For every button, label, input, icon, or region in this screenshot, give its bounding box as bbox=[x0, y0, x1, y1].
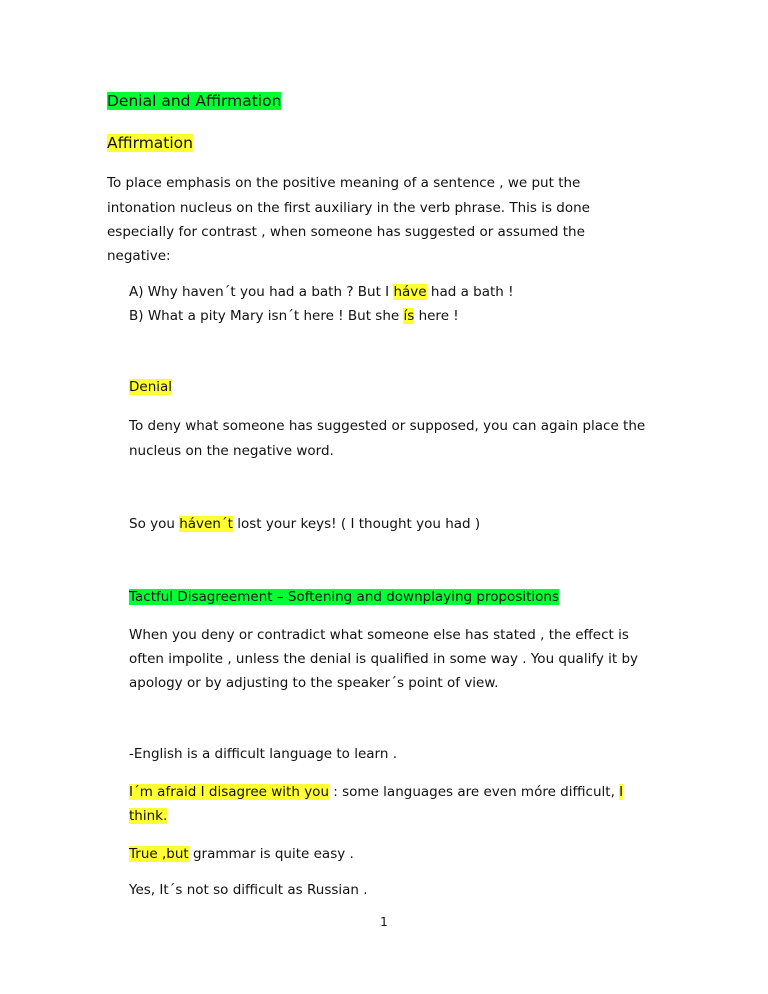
denial-heading: Denial bbox=[129, 379, 173, 395]
example-b: B) What a pity Mary isn´t here ! But she ís here ! bbox=[129, 308, 459, 324]
tactful-para-line-1: When you deny or contradict what someone else has stated , the effect is bbox=[129, 627, 629, 643]
affirmation-para-line-3: especially for contrast , when someone has suggested or assumed the bbox=[107, 224, 585, 240]
dialogue-reply-3: Yes, It´s not so difficult as Russian . bbox=[129, 882, 368, 898]
emphasis-havent: háven´t bbox=[179, 516, 233, 532]
page-number: 1 bbox=[380, 915, 388, 929]
affirmation-heading: Affirmation bbox=[107, 134, 193, 152]
denial-para-line-1: To deny what someone has suggested or supposed, you can again place the bbox=[129, 418, 646, 434]
dialogue-reply-1: I´m afraid I disagree with you : some languages are even móre difficult, I bbox=[129, 784, 624, 800]
affirmation-para-line-4: negative: bbox=[107, 248, 171, 264]
tactful-para-line-3: apology or by adjusting to the speaker´s point of view. bbox=[129, 675, 499, 691]
dialogue-statement: -English is a difficult language to learn . bbox=[129, 746, 398, 762]
tactful-heading: Tactful Disagreement – Softening and downplaying propositions bbox=[129, 589, 559, 605]
emphasis-have: háve bbox=[393, 284, 427, 300]
example-a: A) Why haven´t you had a bath ? But I háve had a bath ! bbox=[129, 284, 514, 300]
affirmation-para-line-2: intonation nucleus on the first auxiliary in the verb phrase. This is done bbox=[107, 200, 590, 216]
affirmation-para-line-1: To place emphasis on the positive meaning of a sentence , we put the bbox=[107, 175, 581, 191]
tactful-para-line-2: often impolite , unless the denial is qualified in some way . You qualify it by bbox=[129, 651, 639, 667]
emphasis-is: ís bbox=[403, 308, 415, 324]
denial-example: So you háven´t lost your keys! ( I thought you had ) bbox=[129, 516, 481, 532]
document-title: Denial and Affirmation bbox=[107, 92, 282, 110]
dialogue-reply-2: True ,but grammar is quite easy . bbox=[129, 846, 354, 862]
denial-para-line-2: nucleus on the negative word. bbox=[129, 443, 334, 459]
dialogue-reply-1-continued: think. bbox=[129, 808, 168, 824]
